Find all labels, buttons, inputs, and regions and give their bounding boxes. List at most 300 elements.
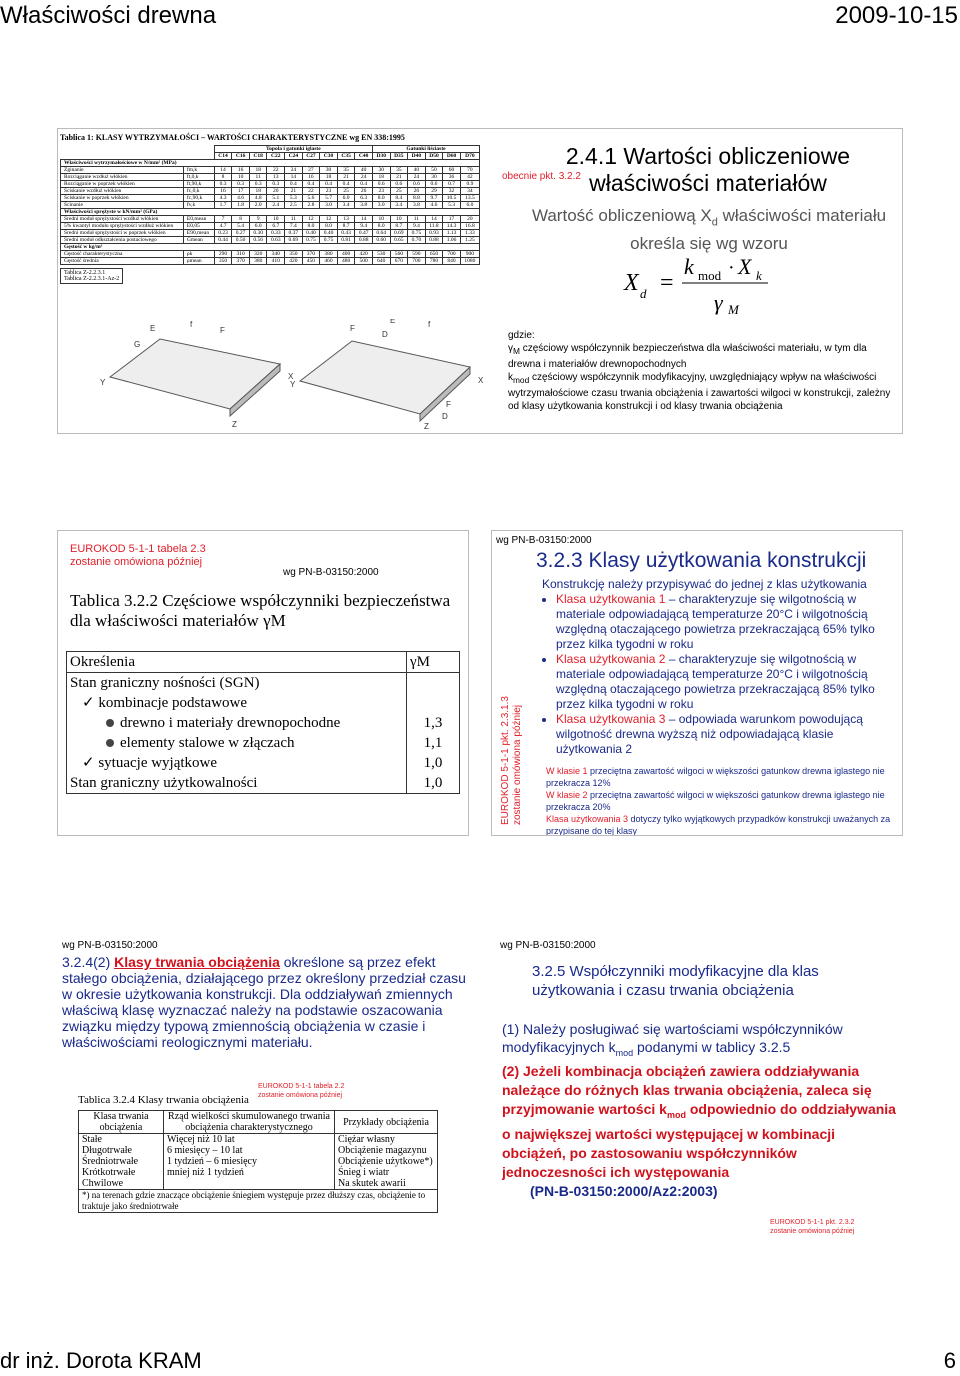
cell-value: 14: [355, 216, 373, 223]
cell-value: 11: [408, 216, 426, 223]
cell-value: 23: [372, 188, 390, 195]
cell-value: 24: [355, 174, 373, 181]
cell-value: 370: [232, 258, 250, 265]
cell-value: 0.3: [214, 181, 232, 188]
cell-value: 0.56: [249, 237, 267, 244]
cell-value: 3.4: [337, 202, 355, 209]
slide-service-classes: [491, 530, 903, 836]
cell-value: 1.06: [443, 237, 461, 244]
row-exceptional: ✓ sytuacje wyjątkowe: [82, 755, 218, 771]
table-heading: Tablica 3.2.4 Klasy trwania obciążenia: [78, 1094, 249, 1106]
svg-text:mod: mod: [698, 268, 722, 283]
cell-value: 1.13: [443, 230, 461, 237]
class-header: D60: [443, 153, 461, 160]
cell-value: 8: [214, 174, 232, 181]
svg-text:G: G: [134, 340, 141, 349]
cell-value: 18: [320, 174, 338, 181]
class-header: C18: [249, 153, 267, 160]
row-label: Rozciąganie w poprzek włókien: [61, 181, 184, 188]
class-1-item: • Klasa użytkowania 1 – charakteryzuje się wilgotnością w materiale odpowiadającą temperaturze 20°C i wilgotnością względną otaczającego powietrza przekraczającą 65% tylko przez kilka tygodni w roku: [556, 592, 894, 652]
cell-value: 26: [408, 188, 426, 195]
cell-value: 290: [214, 251, 232, 258]
table-cell: 6 miesięcy – 10 lat: [167, 1145, 243, 1156]
table-cell: Chwilowe: [82, 1178, 124, 1189]
cell-value: 2.0: [249, 202, 267, 209]
svg-text:X: X: [738, 254, 752, 279]
cell-value: 0.88: [355, 237, 373, 244]
cell-value: 24: [285, 167, 303, 174]
class-header: C14: [214, 153, 232, 160]
col-examples: [335, 1134, 438, 1190]
standard-ref: wg PN-B-03150:2000: [283, 567, 379, 578]
header-deciduous: Gatunki liściaste: [372, 146, 479, 153]
table-row: [61, 223, 480, 230]
svg-text:F: F: [350, 324, 355, 333]
class-header: C40: [355, 153, 373, 160]
cell-value: 4.6: [425, 202, 443, 209]
cell-value: 30: [425, 174, 443, 181]
plank-left: [110, 339, 280, 409]
svg-text:D: D: [382, 330, 388, 339]
cell-value: 14.3: [443, 223, 461, 230]
cell-value: 420: [285, 258, 303, 265]
table-cell: Ciężar własny: [338, 1134, 395, 1145]
svg-text:X: X: [478, 376, 484, 385]
cell-value: 340: [267, 251, 285, 258]
table-row: [61, 174, 480, 181]
cell-value: 0.75: [320, 237, 338, 244]
class-3-item: • Klasa użytkowania 3 – odpowiada warunkom powodującą wilgotność drewna wyższą niż odpowiadającą klasie użytkowania 2: [556, 712, 894, 757]
row-symbol: ρk: [183, 251, 214, 258]
load-duration-table: [78, 1110, 438, 1213]
cell-value: 500: [355, 258, 373, 265]
cell-value: 700: [408, 258, 426, 265]
class-header: D30: [372, 153, 390, 160]
table-cell: mniej niż 1 tydzień: [167, 1167, 244, 1178]
cell-value: 460: [320, 258, 338, 265]
row-sgn: Stan graniczny nośności (SGN): [70, 675, 260, 691]
cell-value: 11.8: [425, 223, 443, 230]
cell-value: 16: [302, 174, 320, 181]
row-label: Gęstość średnia: [61, 258, 184, 265]
svg-text:Y: Y: [100, 378, 106, 387]
cell-value: 0.6: [372, 181, 390, 188]
svg-text:M: M: [728, 302, 739, 316]
cell-value: 480: [337, 258, 355, 265]
row-basic: ✓ kombinacje podstawowe: [82, 695, 248, 711]
cell-value: 380: [320, 251, 338, 258]
service-class-bullets: [542, 577, 894, 757]
cell-value: 8.0: [372, 195, 390, 202]
cell-value: 400: [337, 251, 355, 258]
cell-value: 8.8: [408, 195, 426, 202]
cell-value: 16: [232, 167, 250, 174]
svg-text:Y: Y: [290, 380, 296, 389]
cell-value: 8.0: [372, 223, 390, 230]
cell-value: 1080: [460, 258, 479, 265]
standard-ref: wg PN-B-03150:2000: [62, 940, 158, 951]
slide5-title: 3.2.5 Współczynniki modyfikacyjne dla klas użytkowania i czasu trwania obciążenia: [532, 963, 819, 999]
cell-value: 7: [214, 216, 232, 223]
table-cell: 1 tydzień – 6 miesięcy: [167, 1156, 257, 1167]
cell-value: 0.33: [267, 230, 285, 237]
cell-value: 4.6: [232, 195, 250, 202]
cell-value: 0.93: [425, 230, 443, 237]
cell-value: 0.75: [302, 237, 320, 244]
cell-value: 0.23: [214, 230, 232, 237]
class-header: C30: [320, 153, 338, 160]
cell-value: 0.47: [355, 230, 373, 237]
row-label: Ściskanie wzdłuż włókien: [61, 188, 184, 195]
cell-value: 4.8: [249, 195, 267, 202]
cell-value: 780: [425, 258, 443, 265]
row-symbol: fm,k: [183, 167, 214, 174]
row-label: Ściskanie w poprzek włókien: [61, 195, 184, 202]
table-title: Tablica 1: KLASY WYTRZYMAŁOŚCI – WARTOŚCI CHARAKTERYSTYCZNE wg EN 338:1995: [60, 133, 405, 142]
design-value-formula: [618, 252, 818, 316]
section-header: Gęstość w kg/m³: [61, 244, 480, 251]
svg-text:D: D: [442, 412, 448, 421]
col-header-gamma: γM: [407, 652, 460, 673]
svg-text:f: f: [190, 320, 193, 329]
row-symbol: ρmean: [183, 258, 214, 265]
cell-value: 8: [232, 216, 250, 223]
cell-value: 42: [460, 174, 479, 181]
class-header: C24: [285, 153, 303, 160]
svg-text:E: E: [150, 324, 156, 333]
row-label: Zginanie: [61, 167, 184, 174]
cell-value: 4.7: [214, 223, 232, 230]
amendment-ref: (PN-B-03150:2000/Az2:2003): [530, 1182, 718, 1199]
cell-value: 29: [425, 188, 443, 195]
cell-value: 2.8: [302, 202, 320, 209]
svg-text:Z: Z: [424, 422, 429, 431]
eurocode-note: EUROKOD 5-1-1 tabela 2.3 zostanie omówiona później: [70, 543, 206, 568]
cell-value: 370: [302, 251, 320, 258]
cell-value: 900: [460, 251, 479, 258]
cell-value: 380: [249, 258, 267, 265]
cell-value: 18: [372, 174, 390, 181]
row-label: Ścinanie: [61, 202, 184, 209]
cell-value: 670: [390, 258, 408, 265]
table-row: [61, 188, 480, 195]
cell-value: 6.0: [249, 223, 267, 230]
cell-value: 12: [320, 216, 338, 223]
cell-value: 11: [285, 216, 303, 223]
row-symbol: E90,mean: [183, 230, 214, 237]
table-cell: [167, 1178, 331, 1189]
cell-value: 310: [232, 251, 250, 258]
note-current-point: obecnie pkt. 3.2.2: [502, 171, 581, 182]
cell-value: 0.6: [425, 181, 443, 188]
table-footnote: *) na terenach gdzie znaczące obciążenie śniegiem występuje przez dłuższy czas, obciążenie to traktuje jako średniotrwałe: [79, 1190, 438, 1213]
cell-value: 0.65: [390, 237, 408, 244]
note-class-1: W klasie 1 przeciętna zawartość wilgoci w większości gatunkow drewna iglastego nie przekracza 12%: [546, 766, 885, 788]
cell-value: 14: [425, 216, 443, 223]
cell-value: 0.44: [214, 237, 232, 244]
cell-value: 530: [372, 251, 390, 258]
slide1-title: 2.4.1 Wartości obliczeniowe właściwości materiałów: [565, 143, 851, 196]
cell-value: 0.37: [285, 230, 303, 237]
cell-value: 14: [214, 167, 232, 174]
slide-safety-factors: [57, 530, 469, 836]
class-header: D50: [425, 153, 443, 160]
svg-text:k: k: [756, 268, 762, 283]
cell-value: 0.75: [408, 230, 426, 237]
subtitle-part2: właściwości materiału określa się wg wzoru: [630, 206, 887, 254]
row-symbol: fc,0,k: [183, 188, 214, 195]
slide-design-values: [57, 128, 903, 434]
table-note-1: Tablica Z-2.2.3.1: [64, 270, 106, 276]
col-durations: [164, 1134, 335, 1190]
cell-value: 36: [443, 174, 461, 181]
cell-value: 60: [443, 167, 461, 174]
class-2-item: • Klasa użytkowania 2 – charakteryzuje się wilgotnością w materiale odpowiadającą temperaturze 20°C i wilgotnością względną otaczającego powietrza przekraczającą 85% tylko przez kilka tygodni w roku: [556, 652, 894, 712]
standard-ref: wg PN-B-03150:2000: [496, 535, 592, 546]
cell-value: 10: [372, 216, 390, 223]
cell-value: 20: [267, 188, 285, 195]
table-cell: Obciążenie magazynu: [338, 1145, 427, 1156]
cell-value: 640: [372, 258, 390, 265]
cell-value: 3.8: [355, 202, 373, 209]
table-cell: Średniotrwałe: [82, 1156, 139, 1167]
page-title: Właściwości drewna: [0, 2, 217, 29]
row-wood: drewno i materiały drewnopochodne: [70, 713, 403, 733]
cell-value: 35: [390, 167, 408, 174]
cell-value: 1.8: [232, 202, 250, 209]
cell-value: 0.4: [355, 181, 373, 188]
cell-value: 700: [443, 251, 461, 258]
row-symbol: fv,k: [183, 202, 214, 209]
cell-value: 0.4: [302, 181, 320, 188]
cell-value: 50: [425, 167, 443, 174]
col-header-duration: Rząd wielkości skumulowanego trwania obciążenia charakterystycznego: [164, 1111, 335, 1134]
cell-value: 0.40: [320, 230, 338, 237]
cell-value: 420: [355, 251, 373, 258]
cell-value: 2.5: [285, 202, 303, 209]
row-label: Średni moduł odkształcenia postaciowego: [61, 237, 184, 244]
table-row: [61, 202, 480, 209]
cell-value: 9.7: [425, 195, 443, 202]
cell-value: 0.30: [249, 230, 267, 237]
cell-value: 0.27: [232, 230, 250, 237]
row-symbol: ft,0,k: [183, 174, 214, 181]
cell-value: 6.7: [267, 223, 285, 230]
col-header-class: Klasa trwania obciążenia: [79, 1111, 164, 1134]
cell-value: 17: [232, 188, 250, 195]
cell-value: 7.4: [285, 223, 303, 230]
standard-ref: wg PN-B-03150:2000: [500, 940, 596, 951]
cell-value: 14: [285, 174, 303, 181]
cell-value: 13: [267, 174, 285, 181]
cell-value: 0.3: [249, 181, 267, 188]
cell-value: 0.69: [285, 237, 303, 244]
plank-right: [300, 341, 470, 414]
cell-value: 8.0: [320, 223, 338, 230]
table-row: [61, 258, 480, 265]
cell-value: 17: [443, 216, 461, 223]
cell-value: 21: [337, 174, 355, 181]
cell-value: 13.5: [460, 195, 479, 202]
cell-value: 11: [249, 174, 267, 181]
footer-author: dr inż. Dorota KRAM: [0, 1348, 202, 1373]
cell-value: 5.3: [443, 202, 461, 209]
slide1-subtitle: [524, 205, 894, 254]
col-classes: [79, 1134, 164, 1190]
cell-value: 560: [390, 251, 408, 258]
cell-value: 320: [249, 251, 267, 258]
cell-value: 3.4: [390, 202, 408, 209]
cell-value: 1.7: [214, 202, 232, 209]
paragraph-2: (2) Jeżeli kombinacja obciążeń zawiera oddziaływania należące do różnych klas trwania obciążenia, zaleca się przyjmowanie wartości $k_{mod}$ odpowiednio do oddziaływania o największej wartości występującej w kombinacji obciążeń, po zastosowaniu współczynników jednoczesności ich występowania (PN-B-03150:2000/Az2:2003): [502, 1062, 900, 1201]
row-label: Średni moduł sprężystości w poprzek włókien: [61, 230, 184, 237]
cell-value: 0.64: [372, 230, 390, 237]
cell-value: 13: [337, 216, 355, 223]
cell-value: 1.33: [460, 230, 479, 237]
class-header: D35: [390, 153, 408, 160]
cell-value: 0.9: [460, 181, 479, 188]
cell-value: 25: [337, 188, 355, 195]
cell-value: 18: [249, 167, 267, 174]
cell-value: 21: [285, 188, 303, 195]
row-steel: elementy stalowe w złączach: [70, 733, 403, 753]
svg-text:·: ·: [728, 257, 735, 279]
slide-load-duration: [57, 935, 469, 1241]
cell-value: 6.0: [460, 202, 479, 209]
cell-value: 10: [390, 216, 408, 223]
cell-value: 12: [302, 216, 320, 223]
cell-value: 22: [267, 167, 285, 174]
side-note: EUROKOD 5-1-1 pkt. 2.3.1.3 zostanie omówiona później: [500, 696, 523, 825]
section-header: Właściwości wytrzymałościowe w N/mm² (MPa): [61, 160, 480, 167]
cell-value: 3.0: [320, 202, 338, 209]
cell-value: 27: [302, 167, 320, 174]
eurocode-note: EUROKOD 5-1-1 tabela 2.2 zostanie omówiona później: [258, 1083, 345, 1099]
cell-value: 9.4: [408, 223, 426, 230]
val-sgu: 1,0: [423, 775, 443, 791]
cell-value: 35: [337, 167, 355, 174]
svg-text:E: E: [390, 319, 396, 325]
moisture-notes: [546, 765, 894, 836]
table-row: [61, 230, 480, 237]
row-symbol: fc,90,k: [183, 195, 214, 202]
class-header: D70: [460, 153, 479, 160]
table-row: [61, 251, 480, 258]
strength-table: [60, 145, 480, 265]
table-cell: Długotrwałe: [82, 1145, 132, 1156]
cell-value: 0.69: [390, 230, 408, 237]
cell-value: 450: [302, 258, 320, 265]
cell-value: 0.6: [390, 181, 408, 188]
header-conifer: Topola i gatunki iglaste: [214, 146, 372, 153]
cell-value: 10.5: [443, 195, 461, 202]
class-header: C27: [302, 153, 320, 160]
cell-value: 9: [249, 216, 267, 223]
cell-value: 0.3: [267, 181, 285, 188]
cell-value: 350: [285, 251, 303, 258]
cell-value: 20: [460, 216, 479, 223]
row-label: Gęstość charakterystyczna: [61, 251, 184, 258]
note-class-2: W klasie 2 przeciętna zawartość wilgoci w większości gatunkow drewna iglastego nie przekracza 20%: [546, 790, 885, 812]
table-row: [61, 181, 480, 188]
col-header-description: Określenia: [67, 652, 407, 673]
svg-text:d: d: [640, 286, 647, 301]
cell-value: 10: [232, 174, 250, 181]
cell-value: 0.43: [337, 230, 355, 237]
class-header: D40: [408, 153, 426, 160]
intro: Konstrukcję należy przypisywać do jednej z klas użytkowania: [542, 577, 867, 591]
cell-value: 0.4: [320, 181, 338, 188]
cell-value: 4.3: [214, 195, 232, 202]
cell-value: 22: [302, 188, 320, 195]
cell-value: 3.0: [372, 202, 390, 209]
cell-value: 8.0: [302, 223, 320, 230]
cell-value: 590: [408, 251, 426, 258]
strength-class-table-image: [60, 133, 484, 285]
table-heading: Tablica 3.2.2 Częściowe współczynniki bezpieczeństwa dla właściwości materiałów γM: [70, 591, 451, 630]
class-header: C22: [267, 153, 285, 160]
gamma-m-table: [66, 651, 460, 794]
cell-value: 0.50: [232, 237, 250, 244]
kmod-explanation: $k_{mod}$ częściowy współczynnik modyfikacyjny, uwzględniający wpływ na właściwości wytrzymałościowe czasu trwania obciążenia i zawartości wilgoci w konstrukcji, zależny od klasy użytkowania konstrukcji i od klasy trwania obciążenia: [508, 372, 891, 412]
eurocode-note: EUROKOD 5-1-1 pkt. 2.3.2 zostanie omówiona później: [770, 1219, 855, 1235]
cell-value: 0.6: [408, 181, 426, 188]
cell-value: 5.6: [302, 195, 320, 202]
subtitle-part1: Wartość obliczeniową X: [531, 206, 712, 225]
cell-value: 18: [249, 188, 267, 195]
cell-value: 30: [320, 167, 338, 174]
cell-value: 350: [214, 258, 232, 265]
cell-value: 0.88: [425, 237, 443, 244]
section-header: Właściwości sprężyste w kN/mm² (GPa): [61, 209, 480, 216]
cell-value: 0.40: [302, 230, 320, 237]
svg-text:X: X: [288, 372, 294, 381]
cell-value: 5.3: [285, 195, 303, 202]
svg-text:f: f: [428, 320, 431, 329]
svg-text:k: k: [684, 254, 694, 279]
cell-value: 5.1: [267, 195, 285, 202]
row-symbol: E0,05: [183, 223, 214, 230]
page-number: 6: [943, 1348, 956, 1373]
table-note-2: Tablica Z-2.2.3.1-Az-2: [64, 276, 120, 282]
paragraph-1: (1) Należy posługiwać się wartościami współczynników modyfikacyjnych $k_{mod}$ podanymi w tablicy 3.2.5: [502, 1021, 843, 1058]
where-label: gdzie:: [508, 330, 535, 341]
cell-value: 1.25: [460, 237, 479, 244]
cell-value: 24: [408, 174, 426, 181]
svg-text:F: F: [220, 326, 225, 335]
table-cell: Krótkotrwałe: [82, 1167, 136, 1178]
table-cell: Obciążenie użytkowe*): [338, 1156, 433, 1167]
cell-value: 23: [320, 188, 338, 195]
cell-value: 0.3: [232, 181, 250, 188]
table-row: [61, 216, 480, 223]
cell-value: 40: [408, 167, 426, 174]
row-symbol: E0,mean: [183, 216, 214, 223]
cell-value: 8.7: [390, 223, 408, 230]
val-steel: 1,1: [423, 735, 443, 751]
cell-value: 10: [267, 216, 285, 223]
cell-value: 8.4: [390, 195, 408, 202]
cell-value: 2.4: [267, 202, 285, 209]
cell-value: 32: [443, 188, 461, 195]
cell-value: 0.63: [267, 237, 285, 244]
cell-value: 0.70: [408, 237, 426, 244]
class-header: C35: [337, 153, 355, 160]
slide-modification-factors: [491, 935, 903, 1241]
cell-value: 0.4: [285, 181, 303, 188]
table-cell: Stałe: [82, 1134, 102, 1145]
cell-value: 16.8: [460, 223, 479, 230]
